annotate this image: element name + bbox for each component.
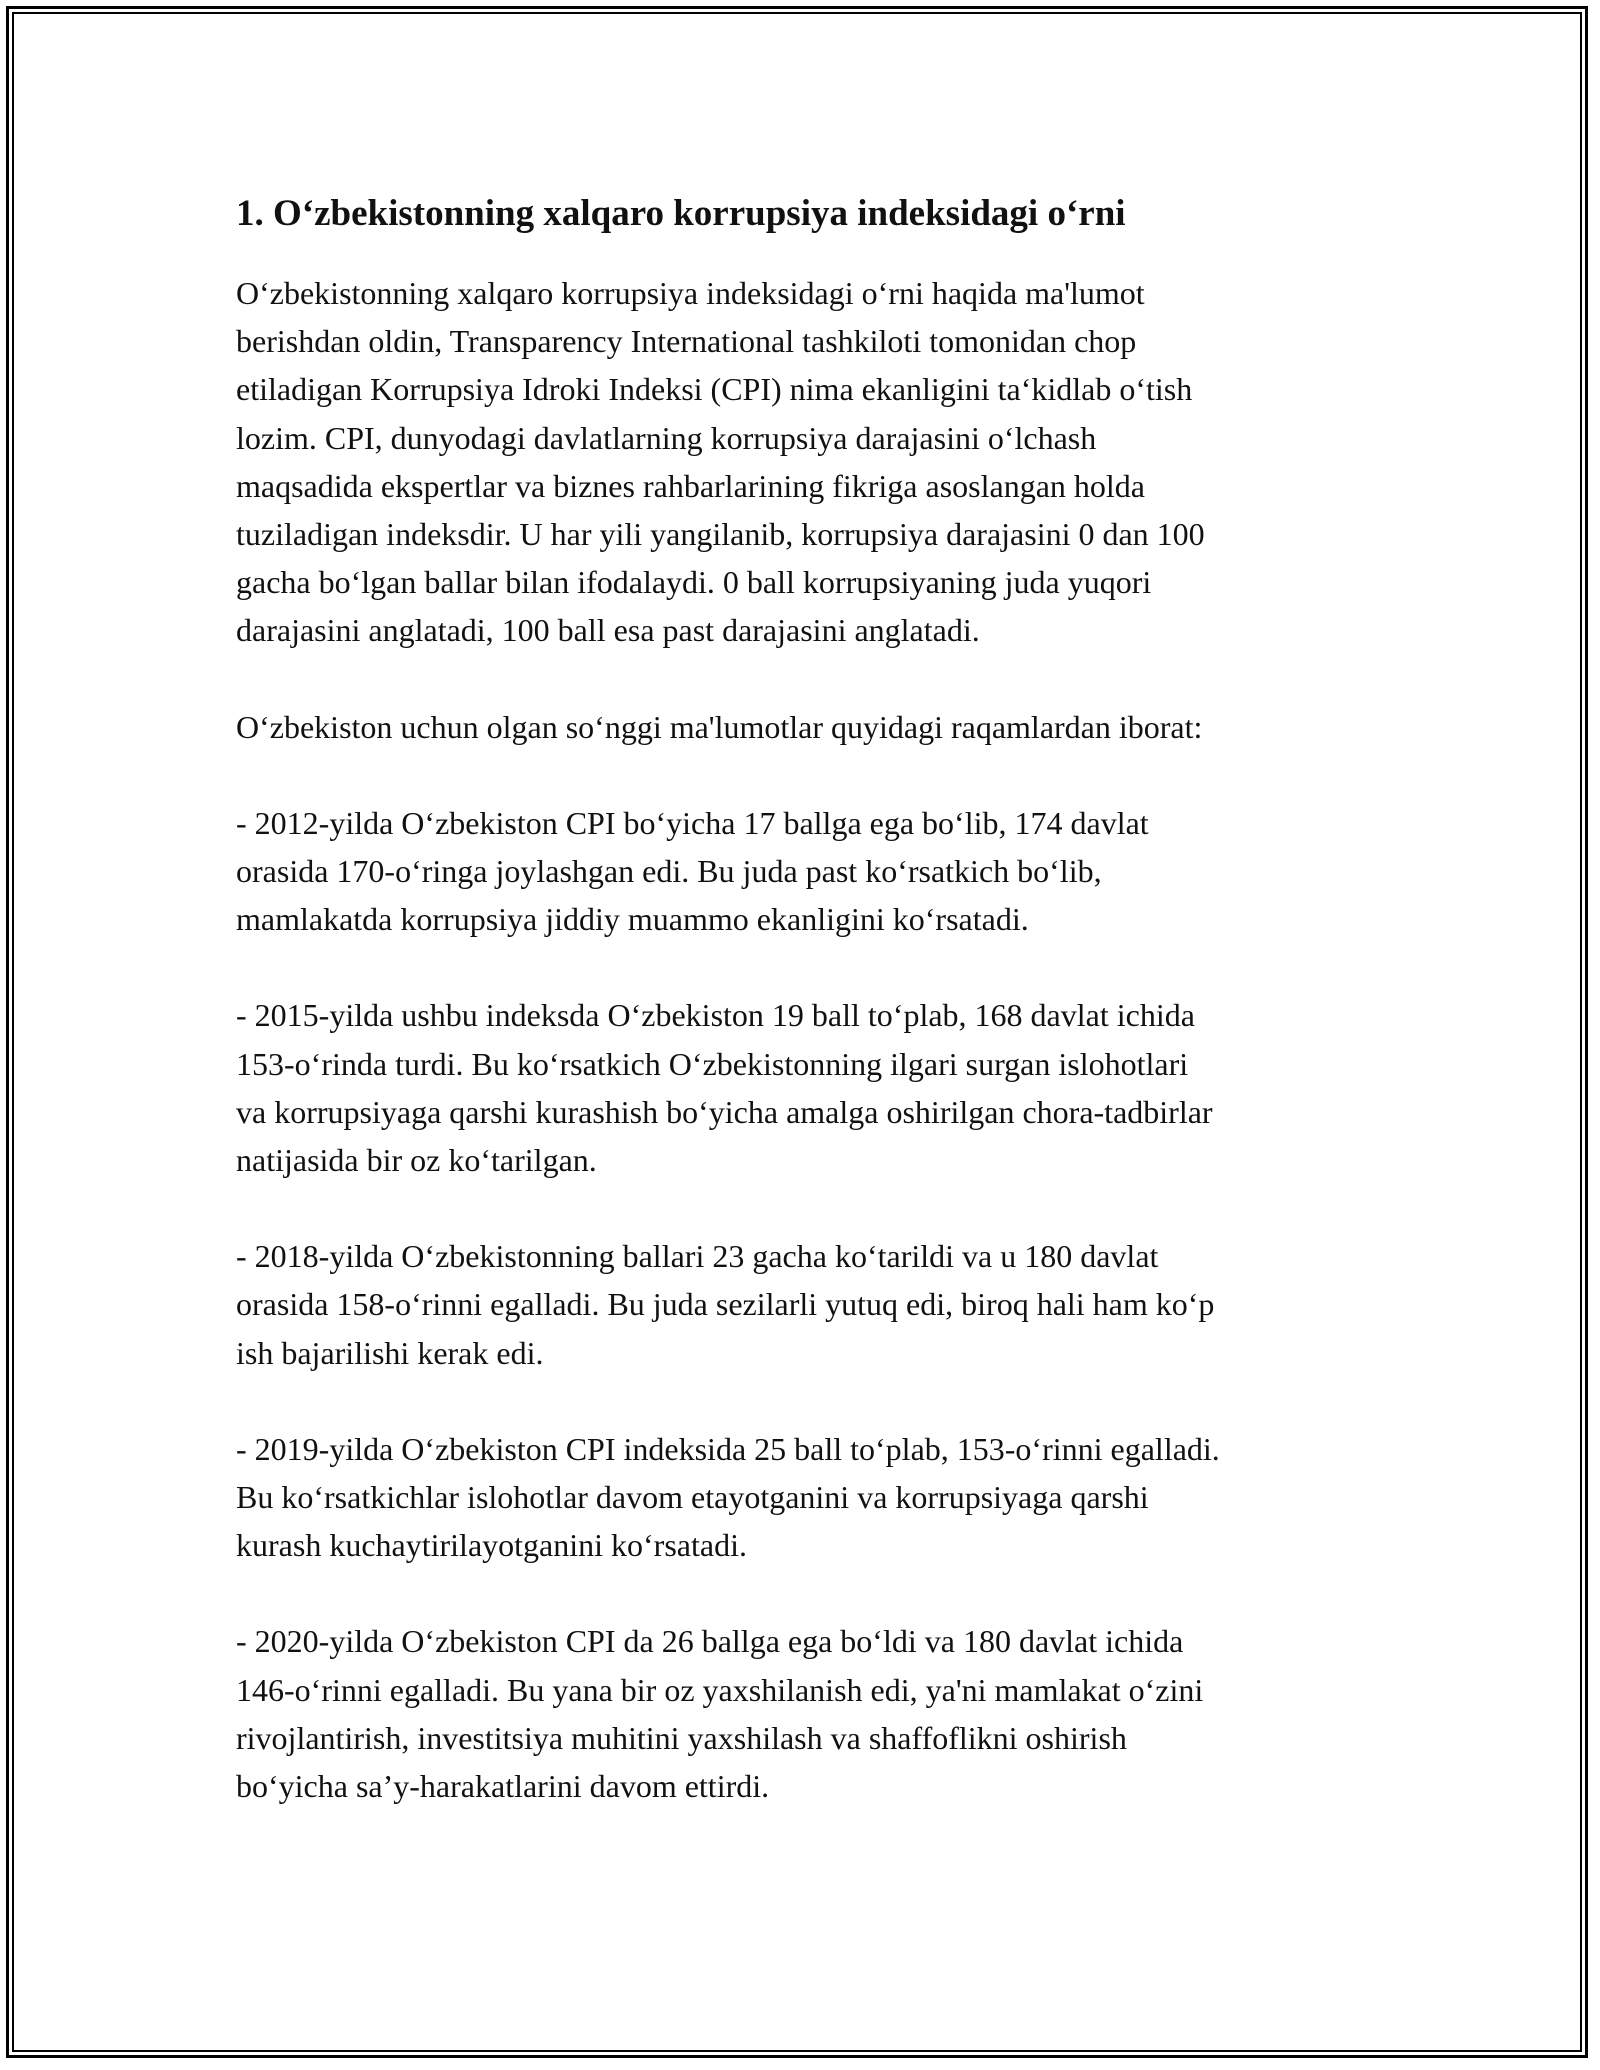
list-item-2015: - 2015-yilda ushbu indeksda O‘zbekiston 19 ball to‘plab, 168 davlat ichida 153-o‘rinda turdi. Bu ko‘rsatkich O‘zbekistonning ilgari surgan islohotlari va korrupsiyaga qarshi kurashish bo‘yicha amalga oshirilgan chora-tadbirlar natijasida bir oz ko‘tarilgan. [236, 997, 1213, 1179]
list-item-2012: - 2012-yilda O‘zbekiston CPI bo‘yicha 17 ballga ega bo‘lib, 174 davlat orasida 170-o‘ringa joylashgan edi. Bu juda past ko‘rsatkich bo‘lib, mamlakatda korrupsiya jiddiy muammo ekanligini ko‘rsatadi. [236, 804, 1149, 938]
document-body [236, 185, 1386, 1858]
list-item-2020: - 2020-yilda O‘zbekiston CPI da 26 ballga ega bo‘ldi va 180 davlat ichida 146-o‘rinni egalladi. Bu yana bir oz yaxshilanish edi, ya'ni mamlakat o‘zini rivojlantirish, investitsiya muhitini yaxshilash va shaffoflikni oshirish bo‘yicha sa’y-harakatlarini davom ettirdi. [236, 1623, 1204, 1805]
list-item-2018: - 2018-yilda O‘zbekistonning ballari 23 gacha ko‘tarildi va u 180 davlat orasida 158-o‘rinni egalladi. Bu juda sezilarli yutuq edi, biroq hali ham ko‘p ish bajarilishi kerak edi. [236, 1238, 1215, 1371]
data-intro-paragraph: O‘zbekiston uchun olgan so‘nggi ma'lumotlar quyidagi raqamlardan iborat: [236, 708, 1203, 745]
section-heading: 1. O‘zbekistonning xalqaro korrupsiya indeksidagi o‘rni [236, 193, 1126, 234]
intro-paragraph: O‘zbekistonning xalqaro korrupsiya indeksidagi o‘rni haqida ma'lumot berishdan oldin, Transparency International tashkiloti tomonidan chop etiladigan Korrupsiya Idroki Indeksi (CPI) nima ekanligini ta‘kidlab o‘tish lozim. CPI, dunyodagi davlatlarning korrupsiya darajasini o‘lchash maqsadida ekspertlar va biznes rahbarlarining fikriga asoslangan holda tuziladigan indeksdir. U har yili yangilanib, korrupsiya darajasini 0 dan 100 gacha bo‘lgan ballar bilan ifodalaydi. 0 ball korrupsiyaning juda yuqori darajasini anglatadi, 100 ball esa past darajasini anglatadi. [236, 275, 1205, 649]
list-item-2019: - 2019-yilda O‘zbekiston CPI indeksida 25 ball to‘plab, 153-o‘rinni egalladi. Bu ko‘rsatkichlar islohotlar davom etayotganini va korrupsiyaga qarshi kurash kuchaytirilayotganini ko‘rsatadi. [236, 1430, 1220, 1564]
